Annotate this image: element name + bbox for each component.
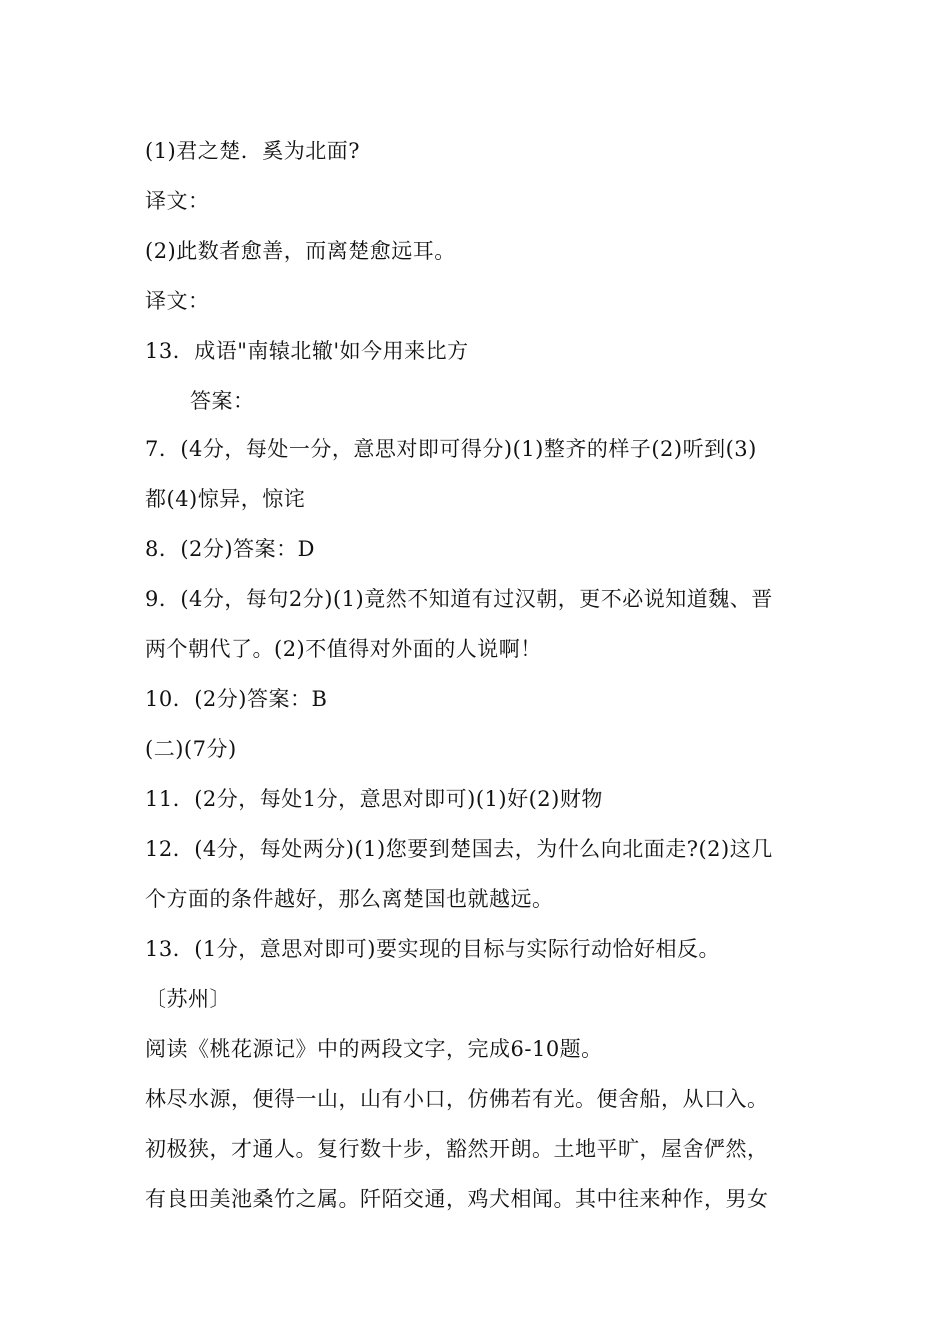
text-line: (2)此数者愈善，而离楚愈远耳。 <box>145 239 456 263</box>
text-line: 阅读《桃花源记》中的两段文字，完成6-10题。 <box>145 1037 603 1061</box>
text-line: 都(4)惊异，惊诧 <box>145 487 306 511</box>
text-line: 译文： <box>145 289 210 313</box>
text-line: 12．(4分，每处两分)(1)您要到楚国去，为什么向北面走?(2)这几 <box>145 837 773 861</box>
text-line: 10．(2分)答案：B <box>145 687 328 711</box>
text-line: 有良田美池桑竹之属。阡陌交通，鸡犬相闻。其中往来种作，男女 <box>145 1187 769 1211</box>
text-line: 7．(4分，每处一分，意思对即可得分)(1)整齐的样子(2)听到(3) <box>145 437 757 461</box>
text-line: 〔苏州〕 <box>145 987 231 1011</box>
text-line: 11．(2分，每处1分，意思对即可)(1)好(2)财物 <box>145 787 603 811</box>
text-line: 译文： <box>145 189 210 213</box>
text-line: (二)(7分) <box>145 737 237 761</box>
text-line: 初极狭，才通人。复行数十步，豁然开朗。土地平旷，屋舍俨然， <box>145 1137 769 1161</box>
text-line: 林尽水源，便得一山，山有小口，仿佛若有光。便舍船，从口入。 <box>145 1087 769 1111</box>
text-line: 答案： <box>190 389 255 413</box>
text-line: 9．(4分，每句2分)(1)竟然不知道有过汉朝，更不必说知道魏、晋 <box>145 587 773 611</box>
text-line: 13．(1分，意思对即可)要实现的目标与实际行动恰好相反。 <box>145 937 720 961</box>
text-line: 两个朝代了。(2)不值得对外面的人说啊！ <box>145 637 542 661</box>
text-line: 8．(2分)答案：D <box>145 537 315 561</box>
text-line: 个方面的条件越好，那么离楚国也就越远。 <box>145 887 554 911</box>
text-line: (1)君之楚．奚为北面? <box>145 139 361 163</box>
text-line: 13．成语"南辕北辙'如今用来比方 <box>145 339 469 363</box>
